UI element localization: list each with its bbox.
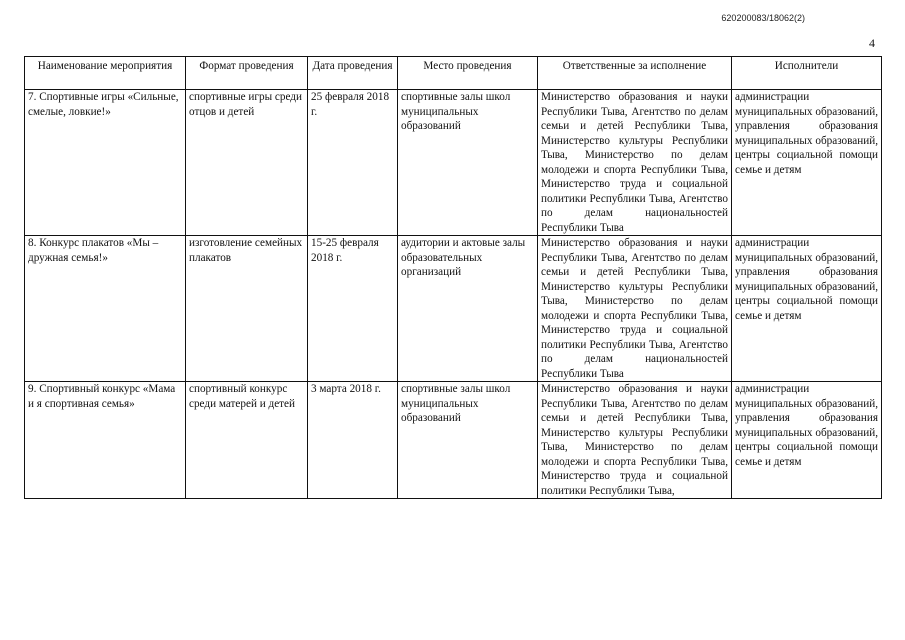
event-responsible-cell: Министерство образования и науки Республики Тыва, Агентство по делам семьи и детей Республики Тыва, Министерство культуры Республики Тыва, Министерство по делам молодежи и спорта Республики Тыва, Министерство труда и социальной политики Республики Тыва, Агентство по делам национальностей Республики Тыва [538, 236, 732, 382]
event-format-cell: спортивные игры среди отцов и детей [186, 90, 308, 236]
column-header-place: Место проведения [398, 57, 538, 90]
table-row [25, 90, 882, 236]
column-header-executors: Исполнители [732, 57, 882, 90]
event-place-cell: спортивные залы школ муниципальных образований [398, 382, 538, 499]
column-header-format: Формат проведения [186, 57, 308, 90]
event-date-cell: 25 февраля 2018 г. [308, 90, 398, 236]
event-place-cell: аудитории и актовые залы образовательных организаций [398, 236, 538, 382]
table-row [25, 382, 882, 499]
document-number: 620200083/18062(2) [721, 13, 805, 23]
event-date-cell: 3 марта 2018 г. [308, 382, 398, 499]
event-place-cell: спортивные залы школ муниципальных образований [398, 90, 538, 236]
event-executors-cell: администрации муниципальных образований, управления образования муниципальных образований, центры социальной помощи семье и детям [732, 90, 882, 236]
event-name-cell: 7. Спортивные игры «Сильные, смелые, ловкие!» [25, 90, 186, 236]
event-executors-cell: администрации муниципальных образований, управления образования муниципальных образований, центры социальной помощи семье и детям [732, 236, 882, 382]
column-header-responsible: Ответственные за исполнение [538, 57, 732, 90]
event-date-cell: 15-25 февраля 2018 г. [308, 236, 398, 382]
column-header-name: Наименование мероприятия [25, 57, 186, 90]
event-format-cell: спортивный конкурс среди матерей и детей [186, 382, 308, 499]
table-row [25, 236, 882, 382]
page-number: 4 [869, 36, 875, 50]
column-header-date: Дата проведения [308, 57, 398, 90]
event-format-cell: изготовление семейных плакатов [186, 236, 308, 382]
event-executors-cell: администрации муниципальных образований, управления образования муниципальных образований, центры социальной помощи семье и детям [732, 382, 882, 499]
event-responsible-cell: Министерство образования и науки Республики Тыва, Агентство по делам семьи и детей Республики Тыва, Министерство культуры Республики Тыва, Министерство по делам молодежи и спорта Республики Тыва, Министерство труда и социальной политики Республики Тыва, [538, 382, 732, 499]
event-name-cell: 9. Спортивный конкурс «Мама и я спортивная семья» [25, 382, 186, 499]
table-header-row [25, 57, 882, 90]
event-responsible-cell: Министерство образования и науки Республики Тыва, Агентство по делам семьи и детей Республики Тыва, Министерство культуры Республики Тыва, Министерство по делам молодежи и спорта Республики Тыва, Министерство труда и социальной политики Республики Тыва, Агентство по делам национальностей Республики Тыва [538, 90, 732, 236]
events-table [24, 56, 882, 499]
event-name-cell: 8. Конкурс плакатов «Мы –дружная семья!» [25, 236, 186, 382]
